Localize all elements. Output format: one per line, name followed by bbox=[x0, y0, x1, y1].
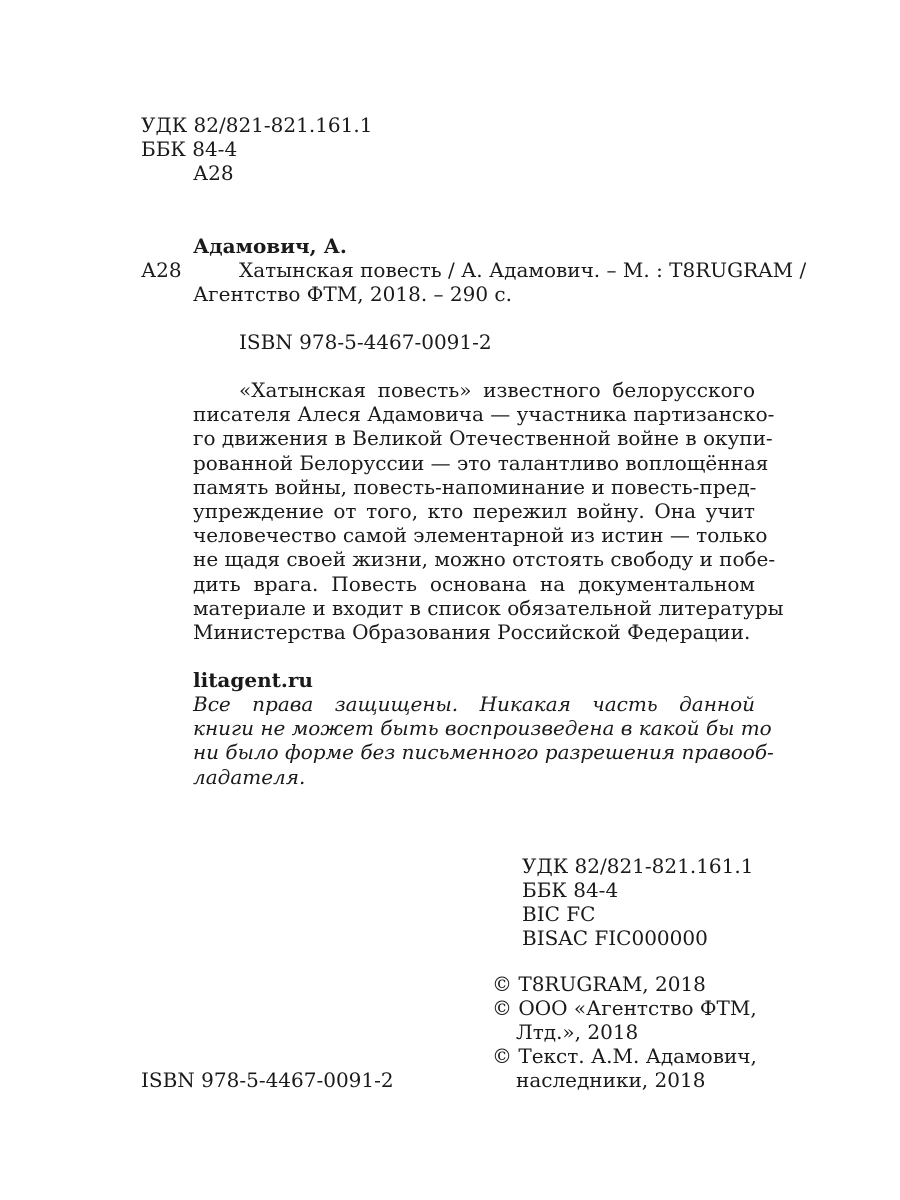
author-mark-top: А28 bbox=[193, 161, 234, 185]
annotation-line: Министерства Образования Российской Федерации. bbox=[193, 619, 751, 644]
bbk-code-top: ББК 84-4 bbox=[141, 137, 238, 161]
isbn-bottom: ISBN 978-5-4467-0091-2 bbox=[141, 1068, 394, 1092]
annotation-line: писателя Алеся Адамовича — участника партизанско- bbox=[193, 402, 775, 427]
annotation-line: материале и входит в список обязательной литературы bbox=[193, 595, 784, 620]
isbn-card: ISBN 978-5-4467-0091-2 bbox=[239, 330, 492, 354]
annotation-line: «Хатынская повесть» известного белорусского bbox=[239, 378, 755, 402]
copyright-publisher: © T8RUGRAM, 2018 bbox=[492, 972, 706, 996]
author-mark-card: А28 bbox=[141, 258, 182, 282]
udk-code-top: УДК 82/821-821.161.1 bbox=[141, 113, 373, 137]
rights-line: ни было форме без письменного разрешения правооб- bbox=[193, 740, 774, 765]
annotation-line: го движения в Великой Отечественной войне в окупи- bbox=[193, 426, 773, 451]
copyright-agency-line1: © ООО «Агентство ФТМ, bbox=[492, 996, 757, 1020]
copyright-text-line1: © Текст. А.М. Адамович, bbox=[492, 1044, 757, 1068]
bbk-code-bottom: ББК 84-4 bbox=[522, 878, 619, 902]
rights-line: Все права защищены. Никакая часть данной bbox=[193, 692, 755, 716]
copyright-text-line2: наследники, 2018 bbox=[516, 1068, 706, 1092]
rights-notice bbox=[193, 692, 774, 789]
annotation-line: человечество самой элементарной из истин — только bbox=[193, 523, 768, 548]
udk-code-bottom: УДК 82/821-821.161.1 bbox=[522, 854, 754, 878]
bic-code: BIC FC bbox=[522, 902, 596, 926]
site-link[interactable]: litagent.ru bbox=[193, 668, 313, 692]
annotation-line: дить врага. Повесть основана на документальном bbox=[193, 571, 755, 596]
annotation-line: память войны, повесть-напоминание и повесть-пред- bbox=[193, 474, 757, 499]
bibliographic-line-1: Хатынская повесть / А. Адамович. – М. : T8RUGRAM / bbox=[239, 258, 807, 282]
author-name: Адамович, А. bbox=[193, 234, 347, 258]
annotation-paragraph bbox=[193, 378, 784, 644]
annotation-line: не щадя своей жизни, можно отстоять свободу и побе- bbox=[193, 547, 776, 572]
rights-line: книги не может быть воспроизведена в какой бы то bbox=[193, 716, 772, 741]
rights-line: ладателя. bbox=[193, 764, 306, 789]
annotation-line: рованной Белоруссии — это талантливо воплощённая bbox=[193, 450, 769, 475]
bibliographic-line-2: Агентство ФТМ, 2018. – 290 с. bbox=[193, 282, 512, 306]
bisac-code: BISAC FIC000000 bbox=[522, 926, 708, 950]
annotation-line: упреждение от того, кто пережил войну. Она учит bbox=[193, 498, 755, 523]
copyright-agency-line2: Лтд.», 2018 bbox=[516, 1020, 639, 1044]
